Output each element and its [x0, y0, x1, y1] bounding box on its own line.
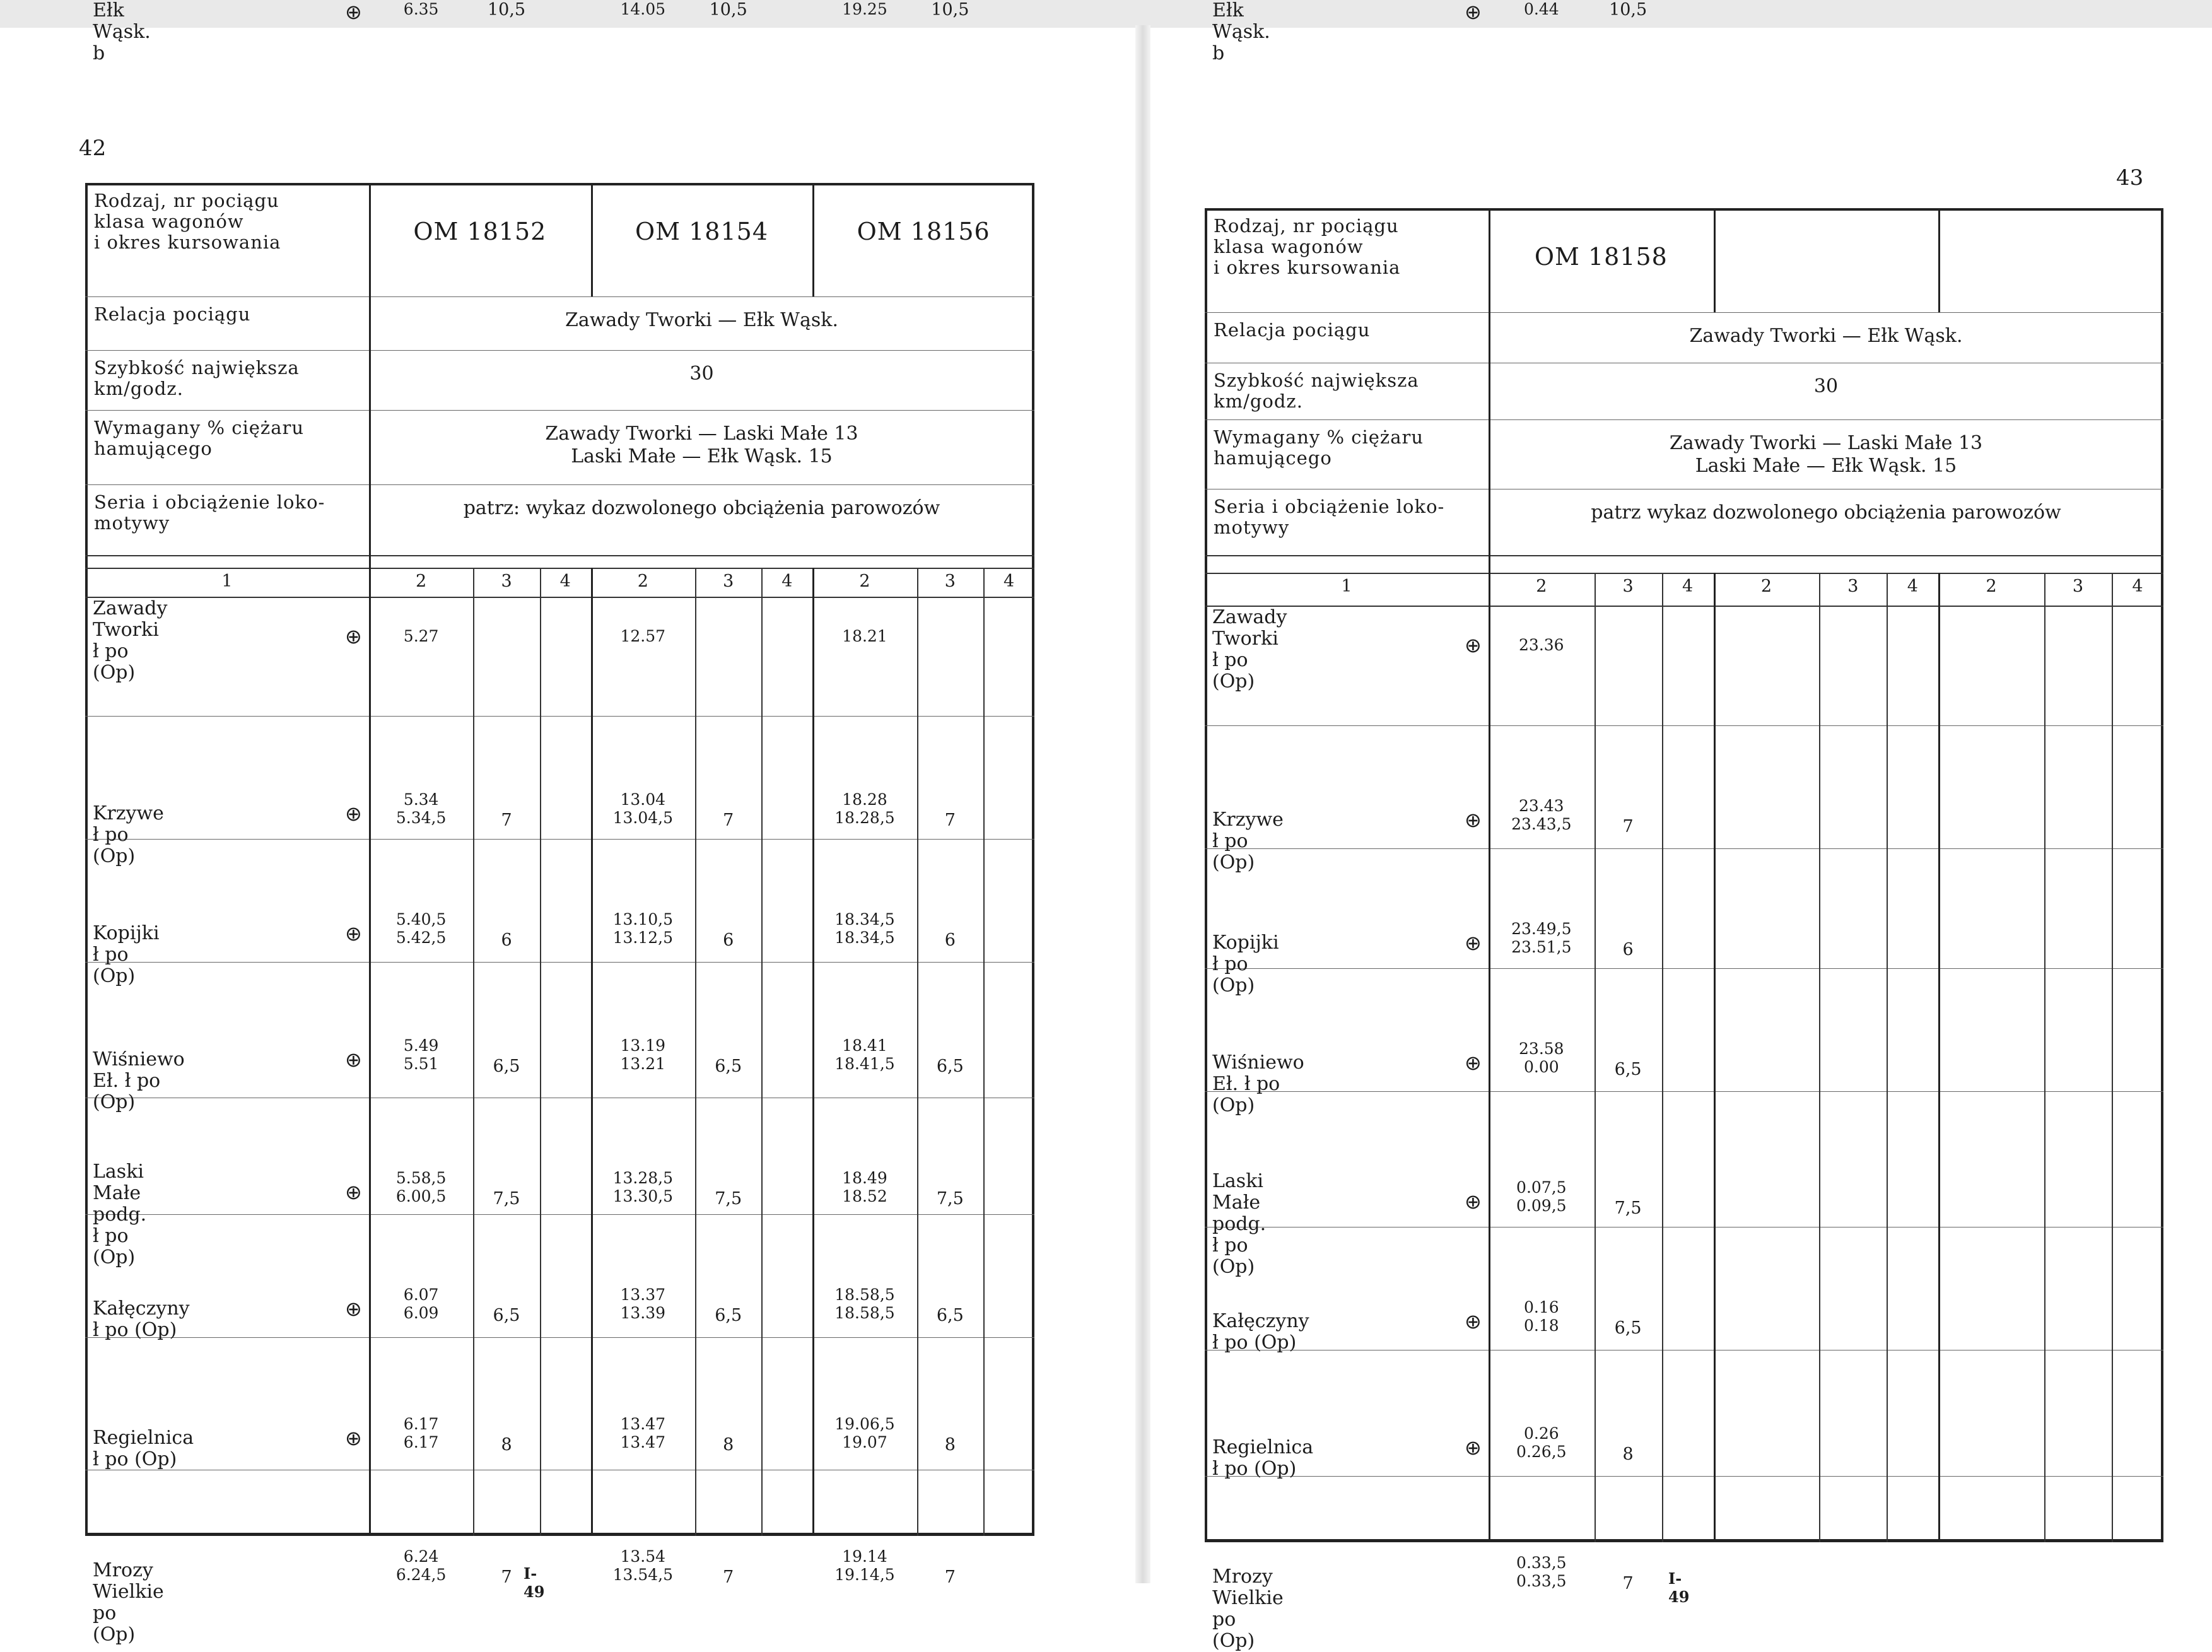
stop-circle-plus-icon: ⊕ [345, 1180, 362, 1204]
label-column-divider [1489, 208, 1490, 1542]
running-time: 7 [944, 1567, 956, 1587]
arrival-departure-time: 13.10,5 13.12,5 [612, 910, 674, 947]
column-header-number: 1 [1341, 577, 1352, 596]
station-name: Mrozy Wielkie po (Op) [93, 1559, 164, 1646]
data-column-divider [695, 568, 696, 1536]
header-rule [85, 597, 1034, 598]
arrival-departure-time: 18.21 [842, 627, 887, 645]
row-rule [85, 1214, 1034, 1215]
header-rule [85, 350, 1034, 351]
running-time: 7,5 [715, 1189, 742, 1209]
data-column-divider [917, 568, 918, 1536]
stop-circle-plus-icon: ⊕ [1465, 808, 1482, 832]
running-time: 8 [501, 1435, 512, 1455]
arrival-departure-time: 14.05 [620, 0, 666, 18]
train-number: OM 18154 [635, 218, 768, 245]
stop-circle-plus-icon: ⊕ [345, 624, 362, 648]
running-time: 6,5 [493, 1306, 520, 1325]
arrival-departure-time: 18.28 18.28,5 [834, 790, 895, 827]
running-time: 6 [723, 930, 734, 950]
arrival-departure-time: 18.34,5 18.34,5 [834, 910, 895, 947]
running-time: 8 [1622, 1444, 1634, 1464]
station-name: Kałęczyny ł po (Op) [1212, 1310, 1309, 1354]
data-column-divider [1714, 573, 1716, 1542]
running-time: 8 [723, 1435, 734, 1455]
train-relation: Zawady Tworki — Ełk Wąsk. [565, 309, 839, 331]
arrival-departure-time: 13.47 13.47 [620, 1415, 666, 1451]
header-rule [85, 484, 1034, 485]
train-loco: patrz wykaz dozwolonego obciążenia parowozów [1591, 501, 2061, 524]
station-name: Zawady Tworki ł po (Op) [93, 597, 168, 684]
station-name: Laski Małe podg. ł po (Op) [93, 1161, 147, 1268]
running-time: 6,5 [715, 1057, 742, 1076]
data-column-divider [1938, 573, 1940, 1542]
header-label-loco: Seria i obciążenie loko- motywy [94, 491, 325, 534]
station-name: Ełk Wąsk. b [1212, 0, 1270, 64]
arrival-departure-time: 5.58,5 6.00,5 [395, 1169, 447, 1205]
arrival-departure-time: 6.17 6.17 [403, 1415, 439, 1451]
column-header-number: 4 [2132, 577, 2143, 596]
column-header-number: 2 [416, 571, 427, 591]
station-name: Krzywe ł po (Op) [93, 802, 164, 867]
running-time: 6 [1622, 940, 1634, 959]
column-header-number: 3 [723, 571, 734, 591]
header-rule [85, 568, 1034, 569]
row-rule [1205, 725, 2163, 726]
running-time: 7 [1622, 1574, 1634, 1593]
data-column-divider [761, 568, 763, 1536]
arrival-departure-time: 0.44 [1523, 0, 1559, 18]
running-time: 7,5 [1614, 1198, 1642, 1218]
stop-circle-plus-icon: ⊕ [1465, 1190, 1482, 1214]
arrival-departure-time: 5.40,5 5.42,5 [395, 910, 447, 947]
column-header-number: 2 [1536, 577, 1547, 596]
header-label-train: Rodzaj, nr pociągu klasa wagonów i okres kursowania [1214, 215, 1401, 278]
stop-circle-plus-icon: ⊕ [1465, 0, 1482, 24]
station-name: Wiśniewo Eł. ł po (Op) [93, 1048, 185, 1113]
arrival-departure-time: 12.57 [620, 627, 666, 645]
running-time: 6 [944, 930, 956, 950]
arrival-departure-time: 6.35 [403, 0, 439, 18]
train-number: OM 18152 [413, 218, 547, 245]
data-column-divider [2112, 573, 2113, 1542]
running-time: 7 [723, 811, 734, 830]
station-name: Regielnica ł po (Op) [93, 1427, 194, 1470]
arrival-departure-time: 0.07,5 0.09,5 [1516, 1178, 1567, 1215]
column-header-number: 2 [637, 571, 648, 591]
train-number: OM 18156 [857, 218, 990, 245]
row-rule [1205, 1091, 2163, 1092]
row-rule [1205, 1476, 2163, 1477]
header-rule [85, 410, 1034, 411]
column-header-number: 3 [1622, 577, 1634, 596]
stop-circle-plus-icon: ⊕ [345, 0, 362, 24]
column-header-number: 4 [559, 571, 571, 591]
stop-circle-plus-icon: ⊕ [1465, 633, 1482, 657]
station-name: Laski Małe podg. ł po (Op) [1212, 1170, 1267, 1278]
column-header-number: 4 [1907, 577, 1918, 596]
running-time: 10,5 [1609, 0, 1647, 20]
arrival-departure-time: 13.54 13.54,5 [612, 1547, 674, 1584]
running-time: 7 [1622, 817, 1634, 836]
data-column-divider [473, 568, 474, 1536]
running-time: 10,5 [709, 0, 747, 20]
header-rule [1205, 312, 2163, 313]
data-column-divider [2044, 573, 2045, 1542]
column-header-number: 3 [1847, 577, 1859, 596]
column-header-number: 2 [1760, 577, 1772, 596]
page-footer-code: I-49 [1668, 1569, 1690, 1606]
row-rule [85, 839, 1034, 840]
arrival-departure-time: 23.58 0.00 [1519, 1040, 1564, 1076]
arrival-departure-time: 19.14 19.14,5 [834, 1547, 895, 1584]
station-name: Kałęczyny ł po (Op) [93, 1298, 190, 1341]
data-column-divider [1887, 573, 1888, 1542]
running-time: 7 [944, 811, 956, 830]
train-loco: patrz: wykaz dozwolonego obciążenia parowozów [463, 497, 940, 519]
train-group-divider [1714, 208, 1716, 312]
header-label-brake: Wymagany % ciężaru hamującego [94, 417, 305, 459]
header-label-train: Rodzaj, nr pociągu klasa wagonów i okres kursowania [94, 190, 281, 253]
header-label-brake: Wymagany % ciężaru hamującego [1214, 426, 1424, 469]
arrival-departure-time: 13.19 13.21 [620, 1036, 666, 1073]
column-header-number: 4 [781, 571, 793, 591]
data-column-divider [1819, 573, 1820, 1542]
data-column-divider [983, 568, 985, 1536]
running-time: 6,5 [936, 1306, 964, 1325]
arrival-departure-time: 18.49 18.52 [842, 1169, 887, 1205]
column-header-number: 3 [2072, 577, 2084, 596]
train-speed: 30 [1813, 375, 1839, 397]
running-time: 7 [501, 1567, 512, 1587]
header-label-loco: Seria i obciążenie loko- motywy [1214, 496, 1445, 538]
train-group-divider [1938, 208, 1940, 312]
column-header-number: 2 [1986, 577, 1997, 596]
header-rule [1205, 606, 2163, 607]
arrival-departure-time: 0.33,5 0.33,5 [1516, 1554, 1567, 1590]
station-name: Krzywe ł po (Op) [1212, 809, 1284, 874]
arrival-departure-time: 13.04 13.04,5 [612, 790, 674, 827]
running-time: 10,5 [487, 0, 526, 20]
arrival-departure-time: 18.41 18.41,5 [834, 1036, 895, 1073]
data-column-divider [1595, 573, 1596, 1542]
arrival-departure-time: 0.16 0.18 [1523, 1298, 1559, 1335]
page-number: 42 [79, 136, 107, 161]
running-time: 6 [501, 930, 512, 950]
station-name: Ełk Wąsk. b [93, 0, 151, 64]
header-rule [1205, 555, 2163, 556]
arrival-departure-time: 23.43 23.43,5 [1511, 797, 1572, 833]
row-rule [85, 1337, 1034, 1338]
scan-top-edge [0, 0, 2212, 28]
arrival-departure-time: 5.27 [403, 627, 439, 645]
station-name: Regielnica ł po (Op) [1212, 1436, 1314, 1480]
train-brake: Zawady Tworki — Laski Małe 13 Laski Małe — Ełk Wąsk. 15 [1669, 432, 1983, 477]
arrival-departure-time: 19.06,5 19.07 [834, 1415, 895, 1451]
column-header-number: 3 [944, 571, 956, 591]
arrival-departure-time: 23.49,5 23.51,5 [1511, 920, 1572, 956]
arrival-departure-time: 23.36 [1519, 636, 1564, 654]
header-label-relation: Relacja pociągu [94, 303, 251, 325]
row-rule [85, 716, 1034, 717]
header-rule [85, 296, 1034, 297]
arrival-departure-time: 5.34 5.34,5 [395, 790, 447, 827]
station-name: Zawady Tworki ł po (Op) [1212, 606, 1287, 693]
header-label-speed: Szybkość największa km/godz. [94, 357, 300, 399]
train-speed: 30 [689, 363, 714, 385]
train-number: OM 18158 [1534, 243, 1668, 271]
header-label-relation: Relacja pociągu [1214, 319, 1371, 341]
arrival-departure-time: 6.07 6.09 [403, 1286, 439, 1322]
stop-circle-plus-icon: ⊕ [345, 922, 362, 946]
station-name: Wiśniewo Eł. ł po (Op) [1212, 1052, 1304, 1116]
arrival-departure-time: 13.28,5 13.30,5 [612, 1169, 674, 1205]
train-brake: Zawady Tworki — Laski Małe 13 Laski Małe — Ełk Wąsk. 15 [545, 423, 858, 467]
station-name: Kopijki ł po (Op) [93, 922, 160, 987]
stop-circle-plus-icon: ⊕ [1465, 1051, 1482, 1075]
data-column-divider [540, 568, 541, 1536]
running-time: 7 [723, 1567, 734, 1587]
running-time: 6,5 [1614, 1318, 1642, 1338]
arrival-departure-time: 13.37 13.39 [620, 1286, 666, 1322]
page-footer-code: I-49 [524, 1564, 545, 1601]
header-label-speed: Szybkość największa km/godz. [1214, 370, 1419, 412]
header-rule [85, 555, 1034, 556]
arrival-departure-time: 19.25 [842, 0, 887, 18]
running-time: 7,5 [493, 1189, 520, 1209]
arrival-departure-time: 18.58,5 18.58,5 [834, 1286, 895, 1322]
train-relation: Zawady Tworki — Ełk Wąsk. [1689, 325, 1963, 347]
stop-circle-plus-icon: ⊕ [1465, 1309, 1482, 1333]
row-rule [85, 962, 1034, 963]
stop-circle-plus-icon: ⊕ [1465, 1436, 1482, 1460]
running-time: 10,5 [931, 0, 969, 20]
running-time: 8 [944, 1435, 956, 1455]
running-time: 6,5 [1614, 1060, 1642, 1079]
arrival-departure-time: 6.24 6.24,5 [395, 1547, 447, 1584]
column-header-number: 4 [1003, 571, 1015, 591]
station-name: Kopijki ł po (Op) [1212, 932, 1279, 997]
stop-circle-plus-icon: ⊕ [345, 1426, 362, 1450]
column-header-number: 1 [221, 571, 233, 591]
arrival-departure-time: 5.49 5.51 [403, 1036, 439, 1073]
station-name: Mrozy Wielkie po (Op) [1212, 1566, 1284, 1652]
row-rule [1205, 968, 2163, 969]
stop-circle-plus-icon: ⊕ [345, 1297, 362, 1321]
row-rule [1205, 848, 2163, 849]
arrival-departure-time: 0.26 0.26,5 [1516, 1424, 1567, 1461]
stop-circle-plus-icon: ⊕ [345, 1048, 362, 1072]
header-rule [1205, 419, 2163, 420]
stop-circle-plus-icon: ⊕ [345, 802, 362, 826]
column-header-number: 2 [859, 571, 870, 591]
data-column-divider [1662, 573, 1663, 1542]
stop-circle-plus-icon: ⊕ [1465, 931, 1482, 955]
page-number: 43 [2116, 165, 2144, 190]
running-time: 6,5 [493, 1057, 520, 1076]
label-column-divider [369, 183, 371, 1536]
header-rule [1205, 573, 2163, 574]
running-time: 6,5 [936, 1057, 964, 1076]
column-header-number: 3 [501, 571, 512, 591]
running-time: 7,5 [936, 1189, 964, 1209]
column-header-number: 4 [1682, 577, 1694, 596]
running-time: 6,5 [715, 1306, 742, 1325]
book-gutter [1135, 25, 1150, 1583]
running-time: 7 [501, 811, 512, 830]
